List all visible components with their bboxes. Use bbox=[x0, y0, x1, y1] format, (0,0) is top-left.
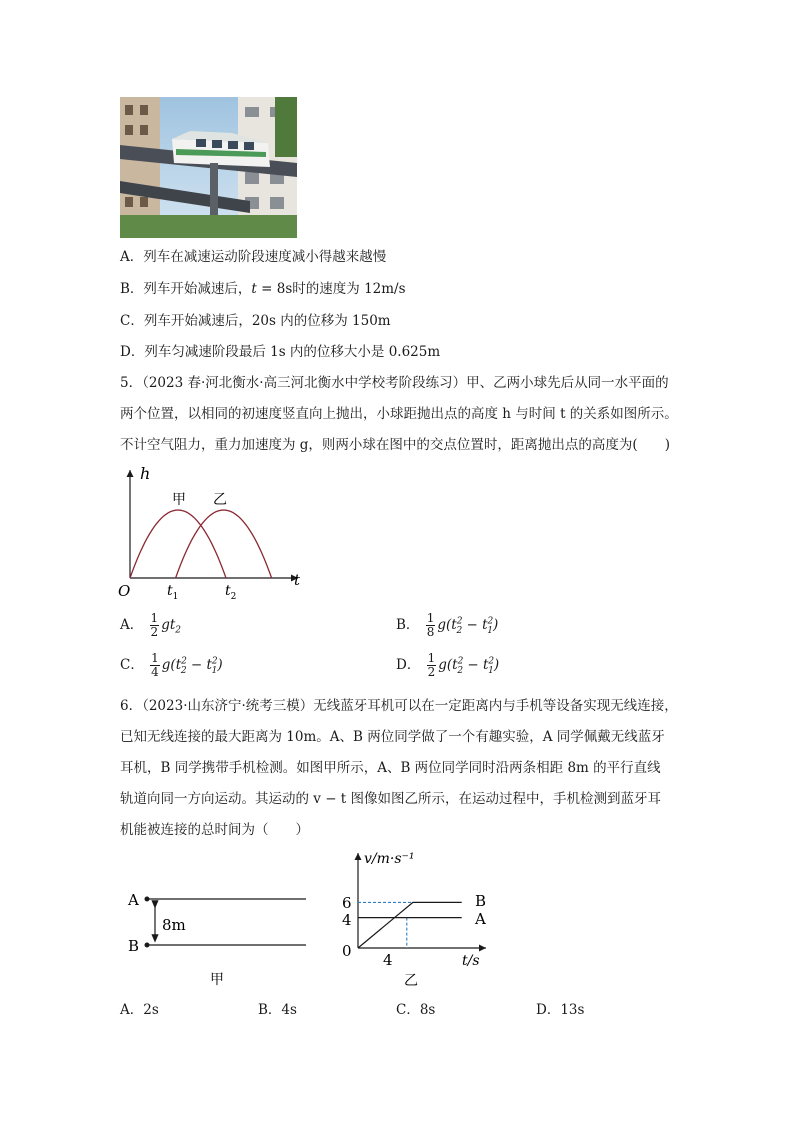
q6-distance-label: 8m bbox=[162, 916, 186, 934]
q4-option-b-suffix: 时的速度为 12m/s bbox=[292, 281, 406, 297]
q6-origin-label: 0 bbox=[342, 942, 352, 960]
q5-curve-jia bbox=[130, 510, 226, 578]
q5-option-a-expr: gt bbox=[161, 617, 176, 633]
q6-line-5: 机能被连接的总时间为（ ） bbox=[120, 822, 309, 838]
q5-option-a-letter: A． bbox=[120, 617, 144, 633]
q4-option-c: C．列车开始减速后，20s 内的位移为 150m bbox=[120, 313, 391, 329]
q6-label-a: A bbox=[128, 891, 139, 909]
q5-option-a-fraction: $\frac{1}{2}$ bbox=[150, 611, 159, 639]
q5-height-time-graph bbox=[112, 462, 312, 604]
q5-option-b-fraction: $\frac{1}{8}$ bbox=[426, 611, 435, 639]
q5-option-a bbox=[120, 612, 181, 639]
q6-fig-a-caption: 甲 bbox=[210, 972, 224, 988]
q6-option-d: D．13s bbox=[536, 1002, 585, 1018]
q4-option-a: A．列车在减速运动阶段速度减小得越来越慢 bbox=[120, 249, 387, 265]
q6-figure-tracks bbox=[120, 880, 320, 990]
q6-line-a-label: A bbox=[475, 910, 486, 928]
q6-y-label: v/m·s⁻¹ bbox=[364, 851, 415, 867]
q5-curve-yi bbox=[176, 510, 272, 578]
q6-line-1: 6．（2023·山东济宁·统考三模）无线蓝牙耳机可以在一定距离内与手机等设备实现无线连接， bbox=[120, 698, 678, 714]
q6-x-label: t/s bbox=[462, 953, 480, 969]
q4-option-b bbox=[120, 279, 406, 299]
q5-option-d-letter: D． bbox=[396, 657, 421, 673]
q5-option-c bbox=[120, 652, 223, 679]
q4-option-b-prefix: B．列车开始减速后， bbox=[120, 281, 252, 297]
q6-label-b: B bbox=[128, 937, 140, 955]
q5-option-c-fraction: $\frac{1}{4}$ bbox=[151, 651, 159, 679]
q5-option-d-fraction: $\frac{1}{2}$ bbox=[427, 651, 436, 679]
q4-option-d: D．列车匀减速阶段最后 1s 内的位移大小是 0.625m bbox=[120, 344, 441, 360]
q5-t2-label: $t_2$ bbox=[225, 583, 237, 602]
q5-origin-label: O bbox=[118, 582, 131, 600]
q5-y-label: h bbox=[140, 464, 151, 483]
q5-option-b bbox=[396, 612, 498, 639]
q6-line-b bbox=[358, 902, 462, 948]
q5-x-label: t bbox=[294, 571, 301, 589]
q6-line-4: 轨道向同一方向运动。其运动的 v − t 图像如图乙所示，在运动过程中，手机检测到蓝牙耳 bbox=[120, 791, 662, 807]
q5-option-b-letter: B． bbox=[396, 617, 420, 633]
q6-option-a: A．2s bbox=[120, 1002, 159, 1018]
q5-curve-jia-label: 甲 bbox=[172, 492, 186, 508]
monorail-photo bbox=[120, 97, 297, 238]
q5-option-c-expr: $g(t^2_2 - t^2_1)$ bbox=[161, 656, 223, 676]
q4-option-b-eq: = 8s bbox=[256, 281, 293, 297]
q6-tick-x4: 4 bbox=[383, 951, 393, 969]
q5-line-2: 两个位置，以相同的初速度竖直向上抛出，小球距抛出点的高度 h 与时间 t 的关系如图所示。 bbox=[120, 406, 678, 422]
q5-option-a-sub: 2 bbox=[175, 625, 181, 636]
q5-curve-yi-label: 乙 bbox=[213, 492, 227, 508]
q6-line-b-label: B bbox=[475, 892, 487, 910]
q5-line-3: 不计空气阻力，重力加速度为 g，则两小球在图中的交点位置时，距离抛出点的高度为( ) bbox=[120, 437, 670, 453]
q6-fig-b-caption: 乙 bbox=[404, 973, 418, 989]
q6-tick-y6: 6 bbox=[342, 894, 352, 912]
q6-velocity-time-graph bbox=[336, 845, 496, 993]
q5-option-d bbox=[396, 652, 499, 679]
q6-line-3: 耳机，B 同学携带手机检测。如图甲所示，A、B 两位同学同时沿两条相距 8m 的平行直线 bbox=[120, 760, 661, 776]
q6-option-c: C．8s bbox=[396, 1002, 436, 1018]
q5-option-c-letter: C． bbox=[120, 657, 144, 673]
q6-tick-y4: 4 bbox=[342, 911, 352, 929]
q5-option-b-expr: $g(t^2_2 - t^2_1)$ bbox=[437, 616, 499, 636]
q5-option-d-expr: $g(t^2_2 - t^2_1)$ bbox=[438, 656, 500, 676]
q5-t1-label: $t_1$ bbox=[167, 583, 179, 602]
q6-line-2: 已知无线连接的最大距离为 10m。A、B 两位同学做了一个有趣实验，A 同学佩戴无线蓝牙 bbox=[120, 729, 665, 745]
q4-option-b-var: t bbox=[251, 281, 257, 297]
q5-line-1: 5．（2023 春·河北衡水·高三河北衡水中学校考阶段练习）甲、乙两小球先后从同一水平面的 bbox=[120, 375, 669, 391]
q6-option-b: B．4s bbox=[258, 1002, 297, 1018]
